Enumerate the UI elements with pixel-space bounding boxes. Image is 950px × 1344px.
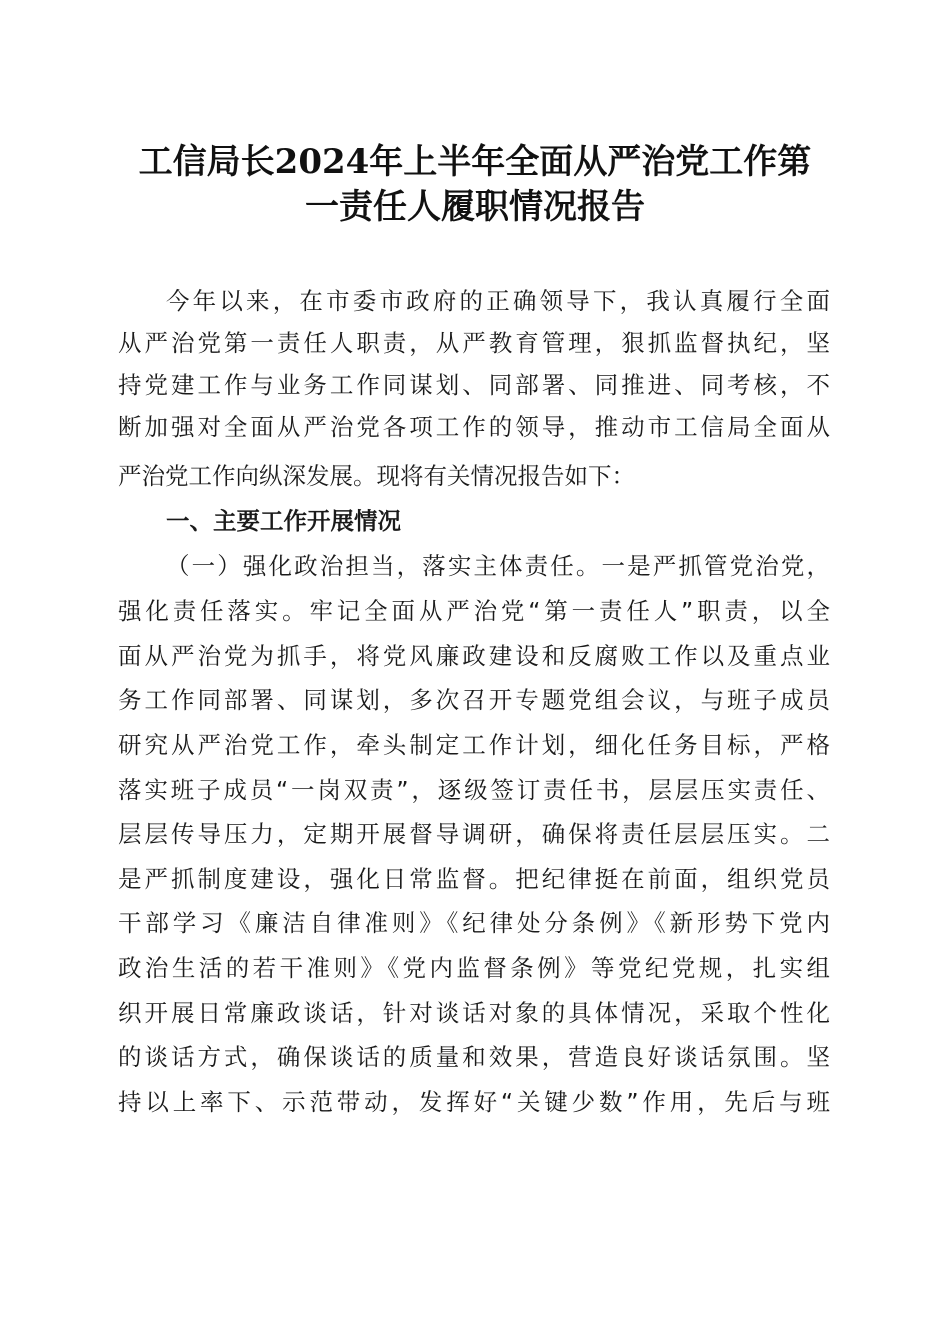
- intro-line: 从严治党第一责任人职责，从严教育管理，狠抓监督执纪，坚: [118, 329, 830, 357]
- subsection-line: 面从严治党为抓手，将党风廉政建设和反腐败工作以及重点业: [118, 642, 830, 670]
- subsection-line: 干部学习《廉洁自律准则》《纪律处分条例》《新形势下党内: [118, 909, 830, 937]
- document-title-line-1: 工信局长2024年上半年全面从严治党工作第: [138, 142, 812, 182]
- subsection-line: 织开展日常廉政谈话，针对谈话对象的具体情况，采取个性化: [118, 999, 830, 1027]
- subsection-line: 政治生活的若干准则》《党内监督条例》等党纪党规，扎实组: [118, 954, 830, 982]
- subsection-line: 层层传导压力，定期开展督导调研，确保将责任层层压实。二: [118, 820, 830, 848]
- subsection-line: （一）强化政治担当，落实主体责任。一是严抓管党治党，: [166, 552, 830, 580]
- section-heading: 一、主要工作开展情况: [166, 507, 401, 535]
- subsection-line: 务工作同部署、同谋划，多次召开专题党组会议，与班子成员: [118, 686, 830, 714]
- intro-line: 严治党工作向纵深发展。现将有关情况报告如下：: [118, 462, 635, 490]
- intro-line: 持党建工作与业务工作同谋划、同部署、同推进、同考核，不: [118, 371, 830, 399]
- document-title-line-2: 一责任人履职情况报告: [305, 187, 645, 227]
- subsection-line: 是严抓制度建设，强化日常监督。把纪律挺在前面，组织党员: [118, 865, 830, 893]
- intro-line: 断加强对全面从严治党各项工作的领导，推动市工信局全面从: [118, 413, 830, 441]
- subsection-line: 研究从严治党工作，牵头制定工作计划，细化任务目标，严格: [118, 731, 830, 759]
- subsection-line: 的谈话方式，确保谈话的质量和效果，营造良好谈话氛围。坚: [118, 1043, 830, 1071]
- intro-line: 今年以来，在市委市政府的正确领导下，我认真履行全面: [166, 287, 830, 315]
- subsection-line: 强化责任落实。牢记全面从严治党“第一责任人”职责，以全: [118, 597, 830, 625]
- subsection-line: 落实班子成员“一岗双责”，逐级签订责任书，层层压实责任、: [118, 776, 830, 804]
- subsection-line: 持以上率下、示范带动，发挥好“关键少数”作用，先后与班: [118, 1088, 830, 1116]
